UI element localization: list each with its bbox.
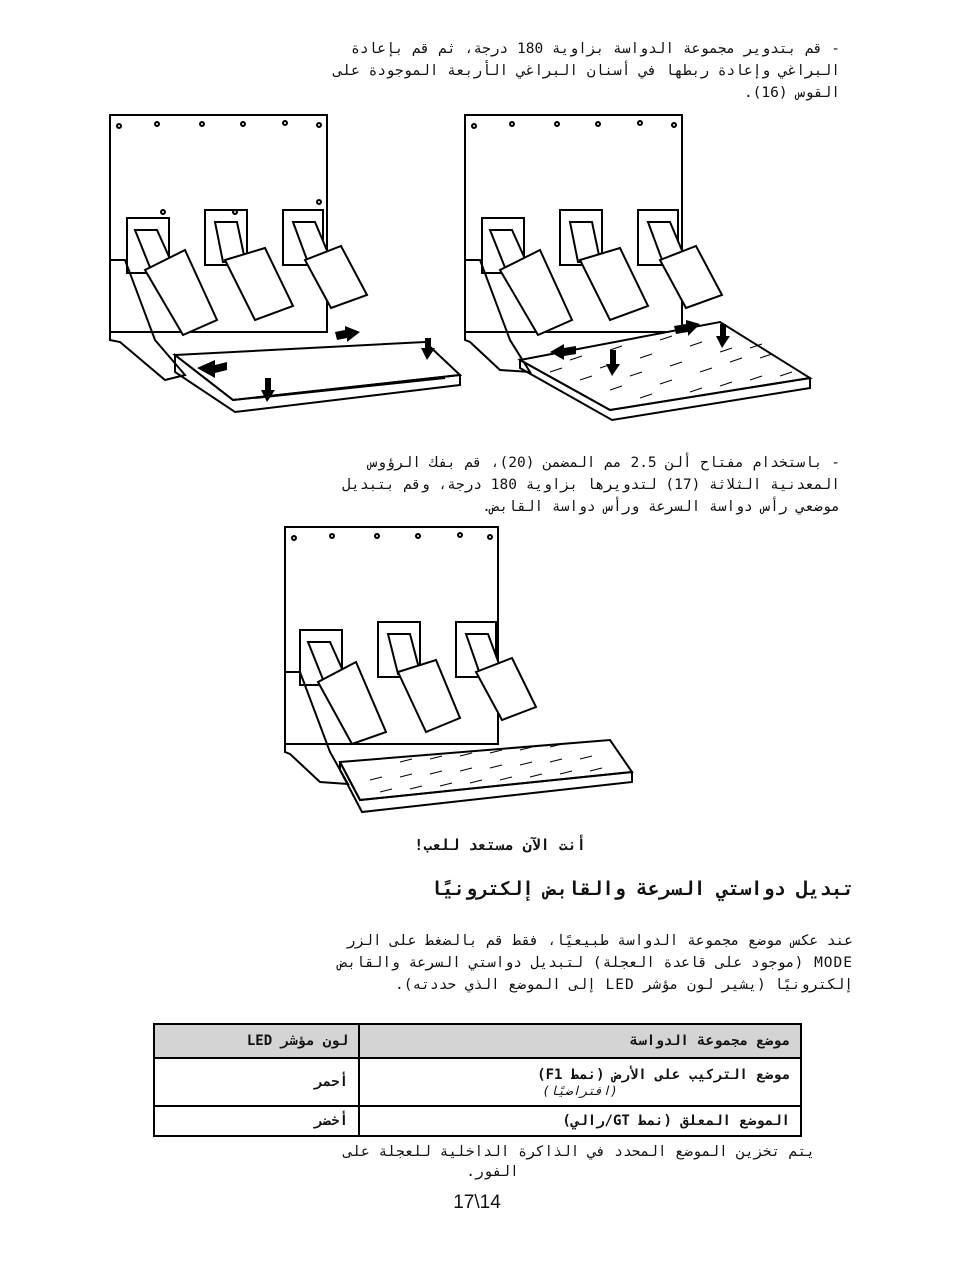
section-body xyxy=(135,930,853,996)
footer-note-line-2: الفور. xyxy=(466,1164,519,1180)
footer-note-line-1: يتم تخزين الموضع المحدد في الذاكرة الداخلية للعجلة على xyxy=(343,1144,815,1160)
step2-line-3: موضعي رأس دواسة السرعة ورأس دواسة القابض. xyxy=(482,499,840,515)
table-row xyxy=(154,1058,801,1106)
table-cell-position-note: (افتراضيًا) xyxy=(542,1082,618,1098)
table-cell-position-text: الموضع المعلق (نمط GT/رالي) xyxy=(562,1113,790,1129)
step1-line-2: البراغي وإعادة ربطها في أسنان البراغي الأربعة الموجودة على xyxy=(333,63,840,79)
pedal-set-illustration-final xyxy=(280,522,640,827)
table-cell-position xyxy=(359,1106,801,1136)
table-cell-color: أخضر xyxy=(154,1106,359,1136)
ready-to-play-text: أنت الآن مستعد للعب! xyxy=(414,836,586,854)
section-title: تبديل دواستي السرعة والقابض إلكترونيًا xyxy=(430,878,854,900)
step1-text xyxy=(140,38,840,104)
table-cell-position-text: موضع التركيب على الأرض (نمط F1) xyxy=(537,1066,790,1083)
step2-line-1: - باستخدام مفتاح ألن 2.5 مم المضمن (20)، قم بفك الرؤوس xyxy=(368,455,840,471)
pedal-set-illustration-plate-mounted xyxy=(460,110,820,430)
table-header-position: موضع مجموعة الدواسة xyxy=(359,1024,801,1058)
step1-line-1: - قم بتدوير مجموعة الدواسة بزاوية 180 درجة، ثم قم بإعادة xyxy=(351,41,840,57)
table-row xyxy=(154,1106,801,1136)
section-body-line-3: إلكترونيًا (يشير لون مؤشر LED إلى الموضع الذي حددته). xyxy=(395,977,853,993)
led-mode-table xyxy=(153,1023,802,1137)
page-number: 17\14 xyxy=(453,1192,501,1213)
pedal-set-illustration-plate-removed xyxy=(105,110,465,430)
table-cell-position xyxy=(359,1058,801,1106)
table-header-led-color: لون مؤشر LED xyxy=(154,1024,359,1058)
table-cell-color: أحمر xyxy=(154,1058,359,1106)
footer-note xyxy=(170,1142,815,1182)
section-body-line-1: عند عكس موضع مجموعة الدواسة طبيعيًا، فقط قم بالضغط على الزر xyxy=(346,933,853,949)
step1-line-3: القوس (16). xyxy=(743,85,840,101)
step2-text xyxy=(140,452,840,518)
step2-line-2: المعدنية الثلاثة (17) لتدويرها بزاوية 180 درجة، وقم بتبديل xyxy=(342,477,840,493)
section-body-line-2: MODE (موجود على قاعدة العجلة) لتبديل دواستي السرعة والقابض xyxy=(338,955,853,971)
table-header-row xyxy=(154,1024,801,1058)
